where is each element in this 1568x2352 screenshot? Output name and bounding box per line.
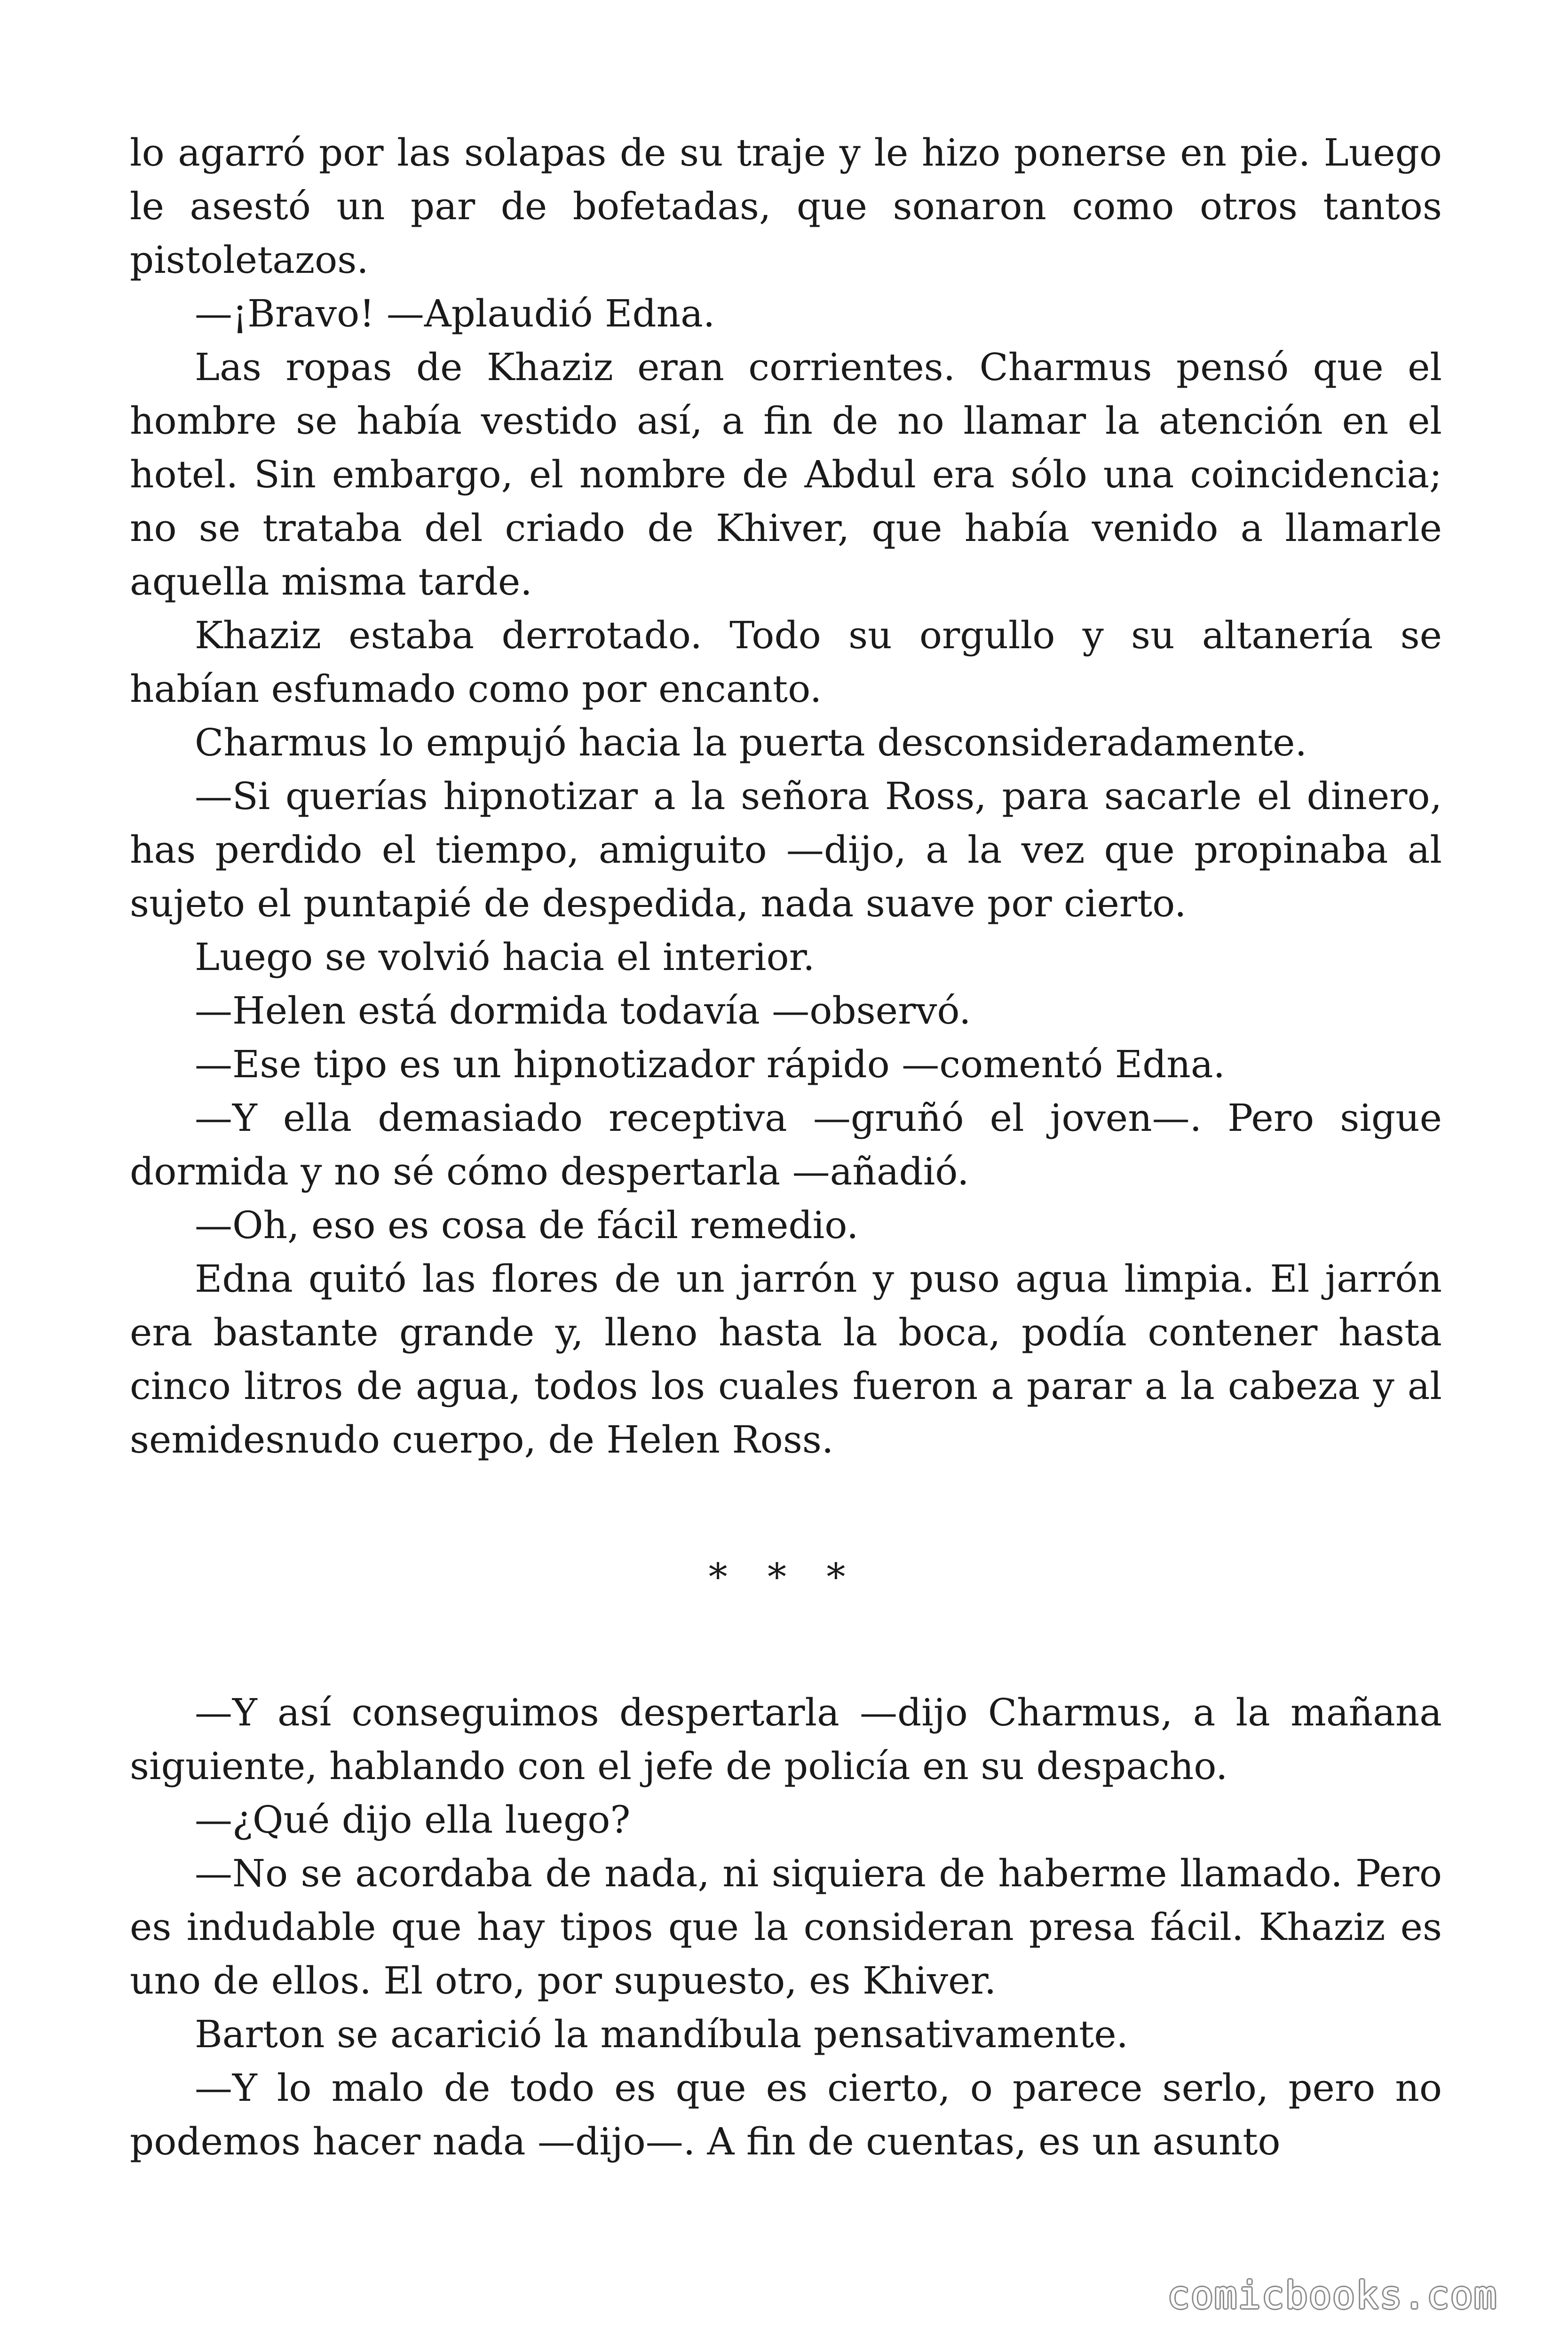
paragraph: Luego se volvió hacia el interior. (195, 935, 815, 979)
paragraph: —No se acordaba de nada, ni siquiera de haberme llamado. Pero es indudable que hay tipos que la consideran presa fácil. Khaziz es uno de ellos. El otro, por supuesto, es Khiver. (130, 1851, 1442, 2002)
paragraph: —Y así conseguimos despertarla —dijo Charmus, a la mañana siguiente, hablando con el jefe de policía en su despacho. (130, 1691, 1442, 1788)
paragraph: —Helen está dormida todavía —observó. (195, 989, 971, 1033)
scene-break-separator: * * * (708, 1555, 860, 1599)
paragraph: Barton se acarició la mandíbula pensativamente. (195, 2012, 1128, 2056)
paragraph: —Ese tipo es un hipnotizador rápido —comentó Edna. (195, 1042, 1225, 1086)
paragraph: lo agarró por las solapas de su traje y le hizo ponerse en pie. Luego le asestó un par de bofetadas, que sonaron como otros tantos pistoletazos. (130, 131, 1442, 282)
section-one-text (130, 126, 1442, 1467)
paragraph: —Oh, eso es cosa de fácil remedio. (195, 1203, 859, 1247)
paragraph: —Y ella demasiado receptiva —gruñó el joven—. Pero sigue dormida y no sé cómo despertarla —añadió. (130, 1096, 1442, 1193)
paragraph: —Y lo malo de todo es que es cierto, o parece serlo, pero no podemos hacer nada —dijo—. A fin de cuentas, es un asunto (130, 2066, 1442, 2163)
paragraph: —¡Bravo! —Aplaudió Edna. (195, 292, 715, 335)
paragraph: —¿Qué dijo ella luego? (195, 1798, 631, 1842)
paragraph: Khaziz estaba derrotado. Todo su orgullo y su altanería se habían esfumado como por encanto. (130, 613, 1442, 711)
section-two-text (130, 1686, 1442, 2169)
site-watermark: comicbooks.com (1167, 2273, 1497, 2317)
paragraph: —Si querías hipnotizar a la señora Ross, para sacarle el dinero, has perdido el tiempo, amiguito —dijo, a la vez que propinaba al sujeto el puntapié de despedida, nada suave por cierto. (130, 774, 1442, 925)
paragraph: Las ropas de Khaziz eran corrientes. Charmus pensó que el hombre se había vestido así, a fin de no llamar la atención en el hotel. Sin embargo, el nombre de Abdul era sólo una coincidencia; no se trataba del criado de Khiver, que había venido a llamarle aquella misma tarde. (130, 345, 1442, 604)
paragraph: Charmus lo empujó hacia la puerta desconsideradamente. (195, 721, 1307, 764)
paragraph: Edna quitó las flores de un jarrón y puso agua limpia. El jarrón era bastante grande y, lleno hasta la boca, podía contener hasta cinco litros de agua, todos los cuales fueron a parar a la cabeza y al semidesnudo cuerpo, de Helen Ross. (130, 1257, 1442, 1462)
